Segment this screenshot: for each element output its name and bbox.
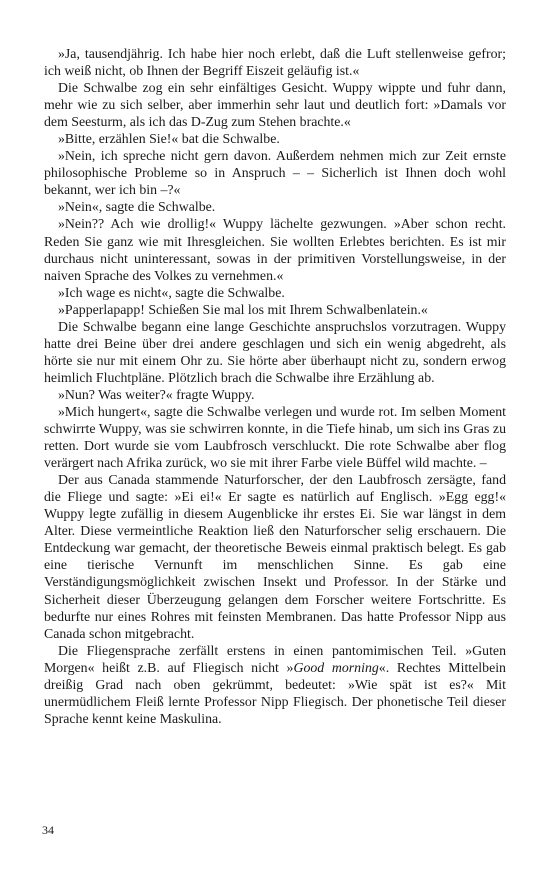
paragraph [44, 642, 506, 727]
paragraph: »Mich hungert«, sagte die Schwalbe verlegen und wurde rot. Im selben Moment schwirrte Wuppy, was sie schwirren konnte, in die Tiefe hinab, um sich ins Gras zu retten. Dort wurde sie vom Laubfrosch verschluckt. Die rote Schwalbe aber flog verärgert nach Afrika zurück, wo sie mit ihrer Farbe viele Büffel wild machte. – [44, 403, 506, 471]
paragraph: »Ich wage es nicht«, sagte die Schwalbe. [58, 284, 285, 300]
paragraph-text: «. Rechtes Mittelbein dreißig Grad nach oben gekrümmt, bedeutet: »Wie spät ist es?« Mit unermüdlichem Fleiß lernte Professor Nipp Fliegisch. Der phonetische Teil dieser Sprache kennt keine Maskulina. [44, 659, 506, 726]
page-number: 34 [42, 823, 54, 837]
paragraph: Die Schwalbe begann eine lange Geschichte anspruchslos vorzutragen. Wuppy hatte drei Beine über drei andere geschlagen und sich ein wenig abgedreht, als hörte sie nur mit einem Ohr zu. Sie hörte aber überhaupt nicht zu, sondern erwog heimlich Fluchtpläne. Plötzlich brach die Schwalbe ihre Erzählung ab. [44, 318, 506, 385]
italic-phrase: Good morning [293, 659, 379, 675]
paragraph: »Nun? Was weiter?« fragte Wuppy. [58, 386, 255, 402]
paragraph: »Nein, ich spreche nicht gern davon. Außerdem nehmen mich zur Zeit ernste philosophische Probleme so in Anspruch – – Sicherlich ist Ihnen doch wohl bekannt, wer ich bin –?« [44, 148, 506, 198]
paragraph: »Ja, tausendjährig. Ich habe hier noch erlebt, daß die Luft stellenweise gefror; ich weiß nicht, ob Ihnen der Begriff Eiszeit geläufig ist.« [44, 46, 506, 79]
paragraph: »Papperlapapp! Schießen Sie mal los mit Ihrem Schwalbenlatein.« [58, 301, 428, 317]
paragraph-text: Die Fliegensprache zerfällt erstens in einen pantomimischen Teil. »Guten Morgen« heißt z.B. auf Fliegisch nicht » [44, 642, 506, 675]
paragraph: »Bitte, erzählen Sie!« bat die Schwalbe. [58, 131, 280, 147]
paragraph: Die Schwalbe zog ein sehr einfältiges Gesicht. Wuppy wippte und fuhr dann, mehr wie zu sich selber, aber immerhin sehr laut und deutlich fort: »Damals vor dem Seesturm, als ich das D-Zug zum Stehen brachte.« [44, 80, 506, 130]
paragraph: »Nein?? Ach wie drollig!« Wuppy lächelte gezwungen. »Aber schon recht. Reden Sie ganz wie mit Ihresgleichen. Sie wollten Erlebtes berichten. Es ist mir durchaus nicht uninteressant, sowas in der primitiven Vorstellungsweise, in der naiven Sprache des Volkes zu vernehmen.« [44, 216, 506, 283]
body-text [44, 45, 506, 727]
paragraph: »Nein«, sagte die Schwalbe. [58, 199, 216, 215]
paragraph: Der aus Canada stammende Naturforscher, der den Laubfrosch zersägte, fand die Fliege und sagte: »Ei ei!« Er sagte es natürlich auf Englisch. »Egg egg!« Wuppy legte zufällig in diesem Augenblicke ihr erstes Ei. Sie war längst in dem Alter. Diese vermeintliche Reaktion ließ den Naturforscher selig erschauern. Die Entdeckung war gemacht, der theoretische Beweis einmal praktisch belegt. Es gab eine tierische Vernunft im menschlichen Sinne. Es gab eine Verständigungsmöglichkeit zwischen Insekt und Professor. In der Stärke und Sicherheit dieser Überzeugung gelangen dem Forscher weitere Fortschritte. Es bedurfte nur eines Rohres mit feinsten Membranen. Das hatte Professor Nipp aus Canada schon mitgebracht. [44, 472, 506, 641]
